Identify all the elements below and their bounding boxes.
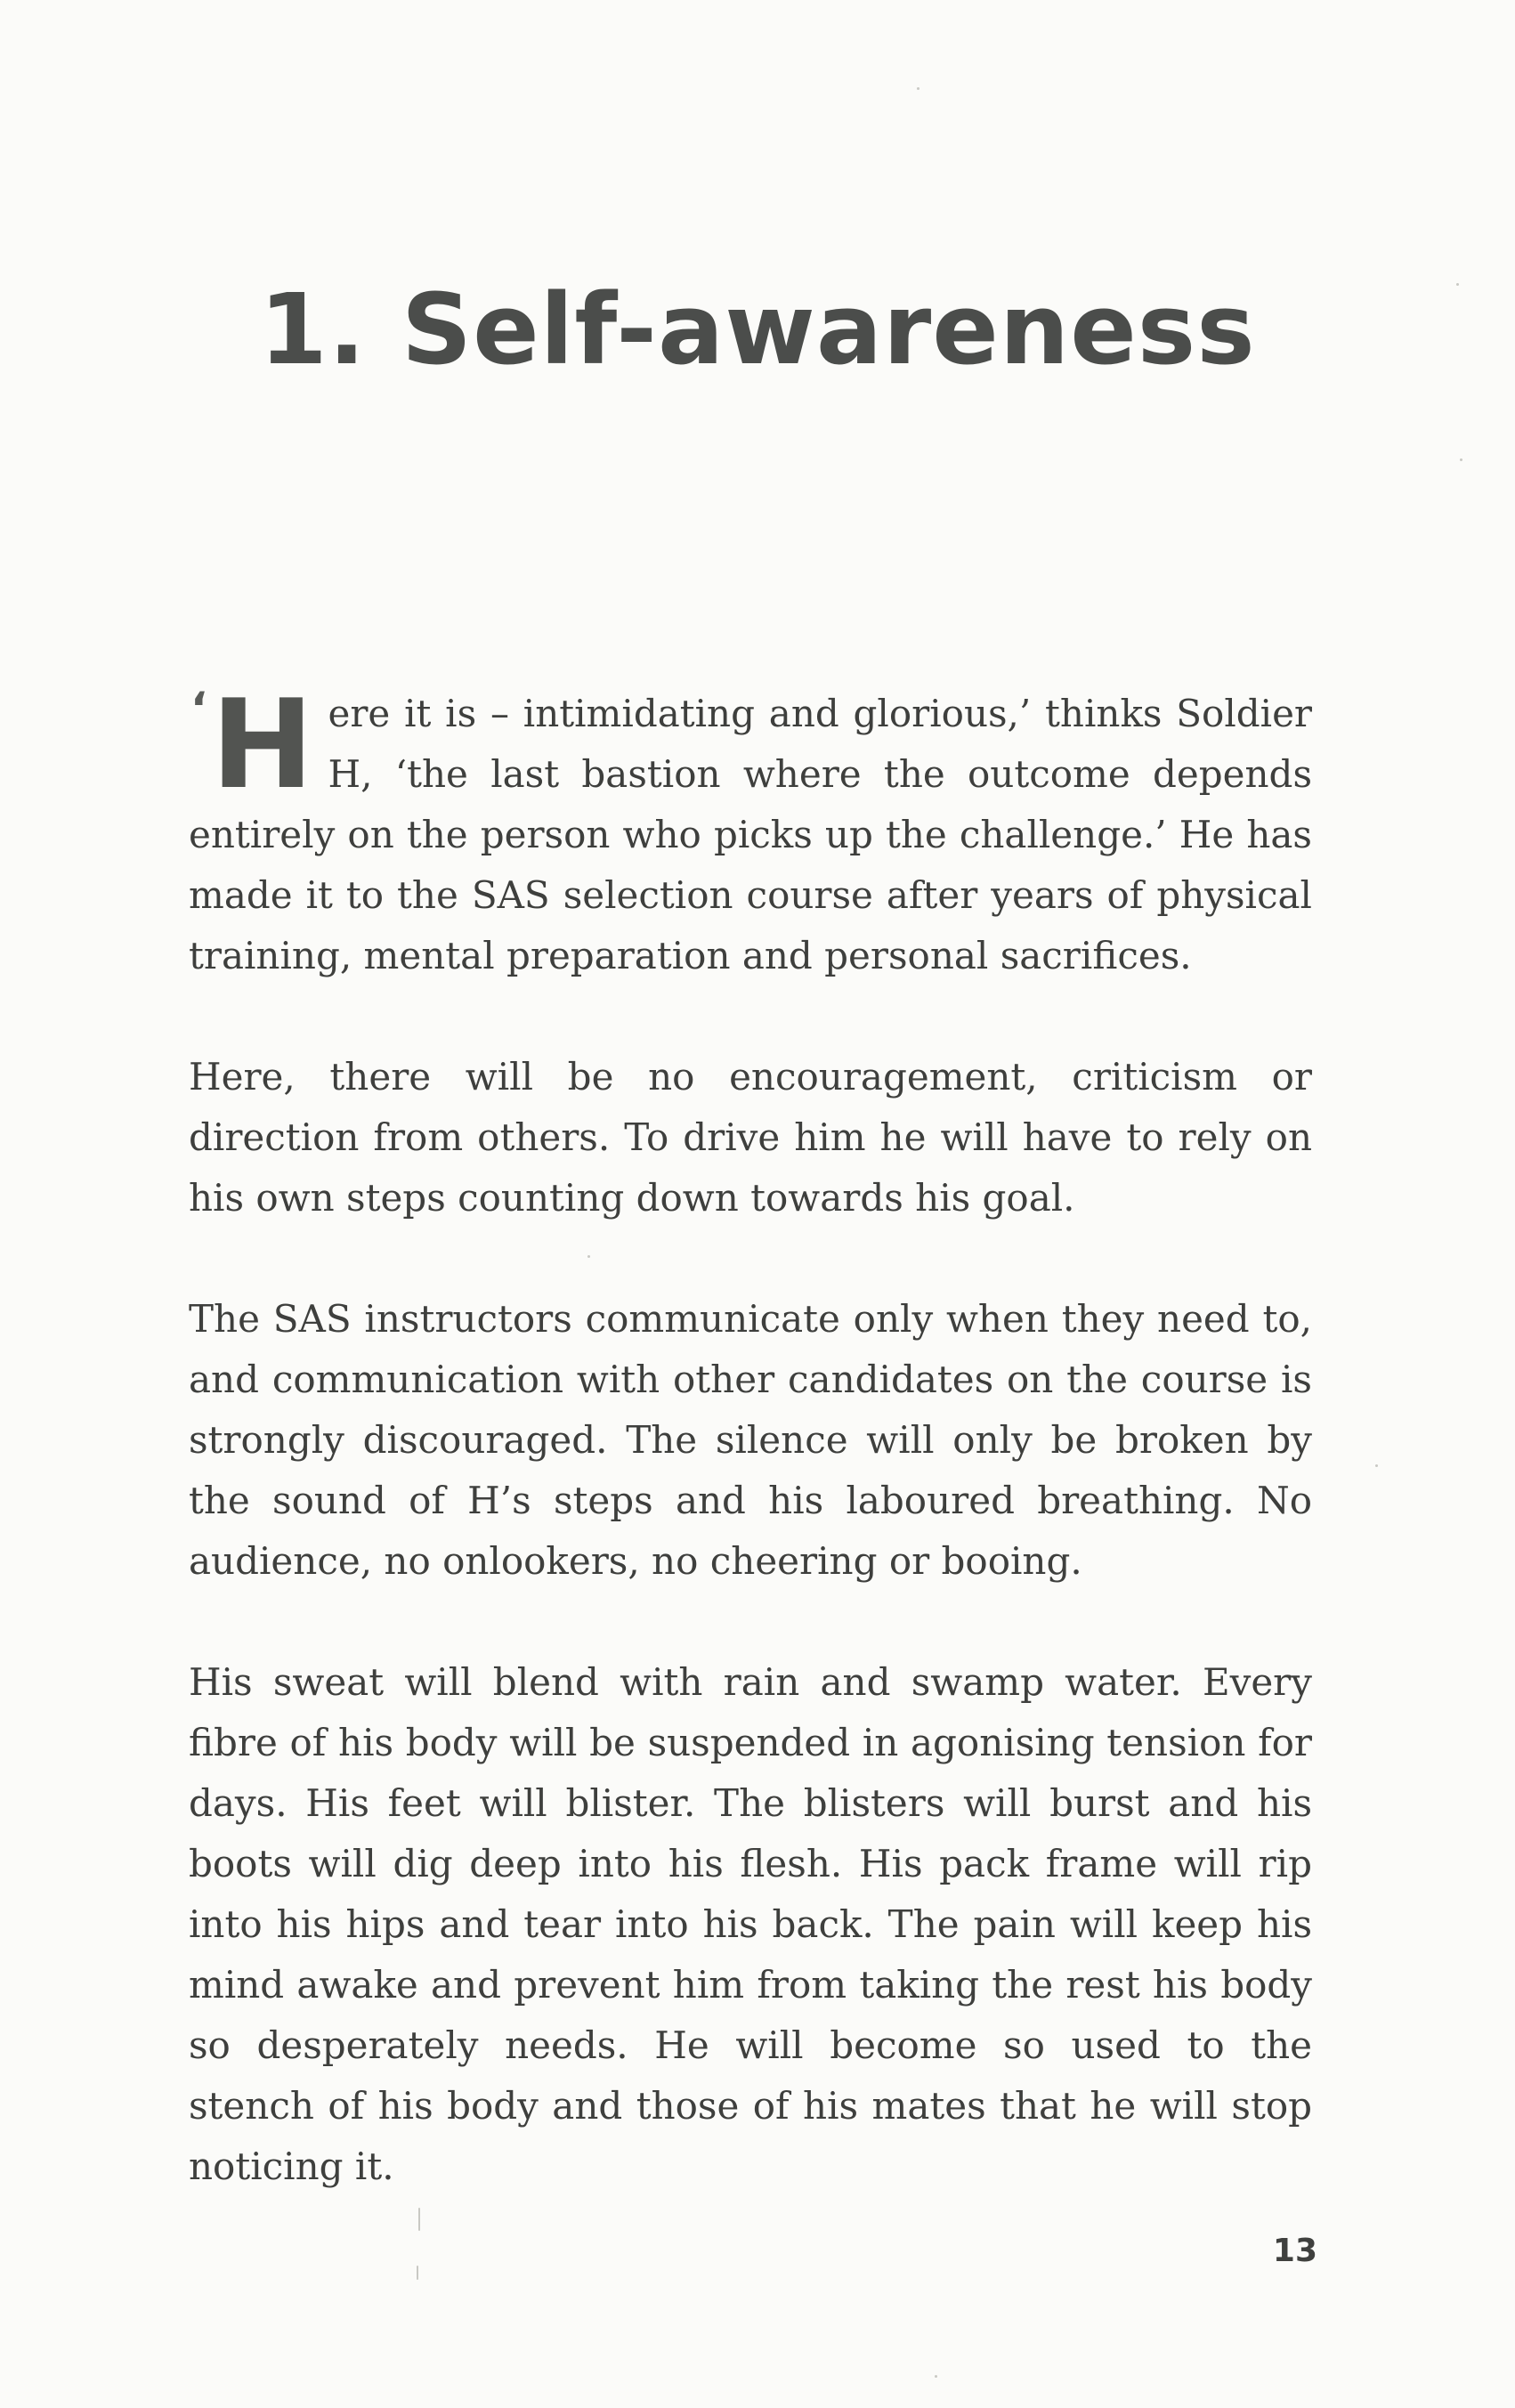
paper-speck [917, 87, 920, 90]
page-number: 13 [1272, 2233, 1317, 2269]
chapter-title: 1. Self-awareness [259, 272, 1256, 386]
paragraph-1 [189, 673, 1312, 986]
paper-speck [1460, 458, 1462, 461]
paragraph-4: His sweat will blend with rain and swamp water. Every fibre of his body will be suspended in agonising tension for days. His feet will blister. The blisters will burst and his boots will dig deep into his flesh. His pack frame will rip into his hips and tear into his back. The pain will keep his mind awake and prevent him from taking the rest his body so desperately needs. He will become so used to the stench of his body and those of his mates that he will stop noticing it. [189, 1660, 1312, 2188]
paper-speck [417, 2266, 418, 2280]
paragraph-2: Here, there will be no encouragement, criticism or direction from others. To drive him he will have to rely on his own steps counting down towards his goal. [189, 1055, 1312, 1220]
paper-speck [935, 2375, 937, 2378]
drop-cap: H [211, 673, 314, 816]
opening-quote-mark: ‘ [190, 683, 207, 734]
paragraph-3: The SAS instructors communicate only when they need to, and communication with other candidates on the course is strongly discouraged. The silence will only be broken by the sound of H’s steps and his laboured breathing. No audience, no onlookers, no cheering or booing. [189, 1297, 1312, 1583]
chapter-body [189, 673, 1312, 2258]
paragraph-1-text: ere it is – intimidating and glorious,’ thinks Soldier H, ‘the last bastion where the outcome depends entirely on the person who picks up the challenge.’ He has made it to the SAS selection course after years of physical training, mental preparation and personal sacrifices. [189, 692, 1312, 977]
paper-speck [1375, 1464, 1378, 1467]
